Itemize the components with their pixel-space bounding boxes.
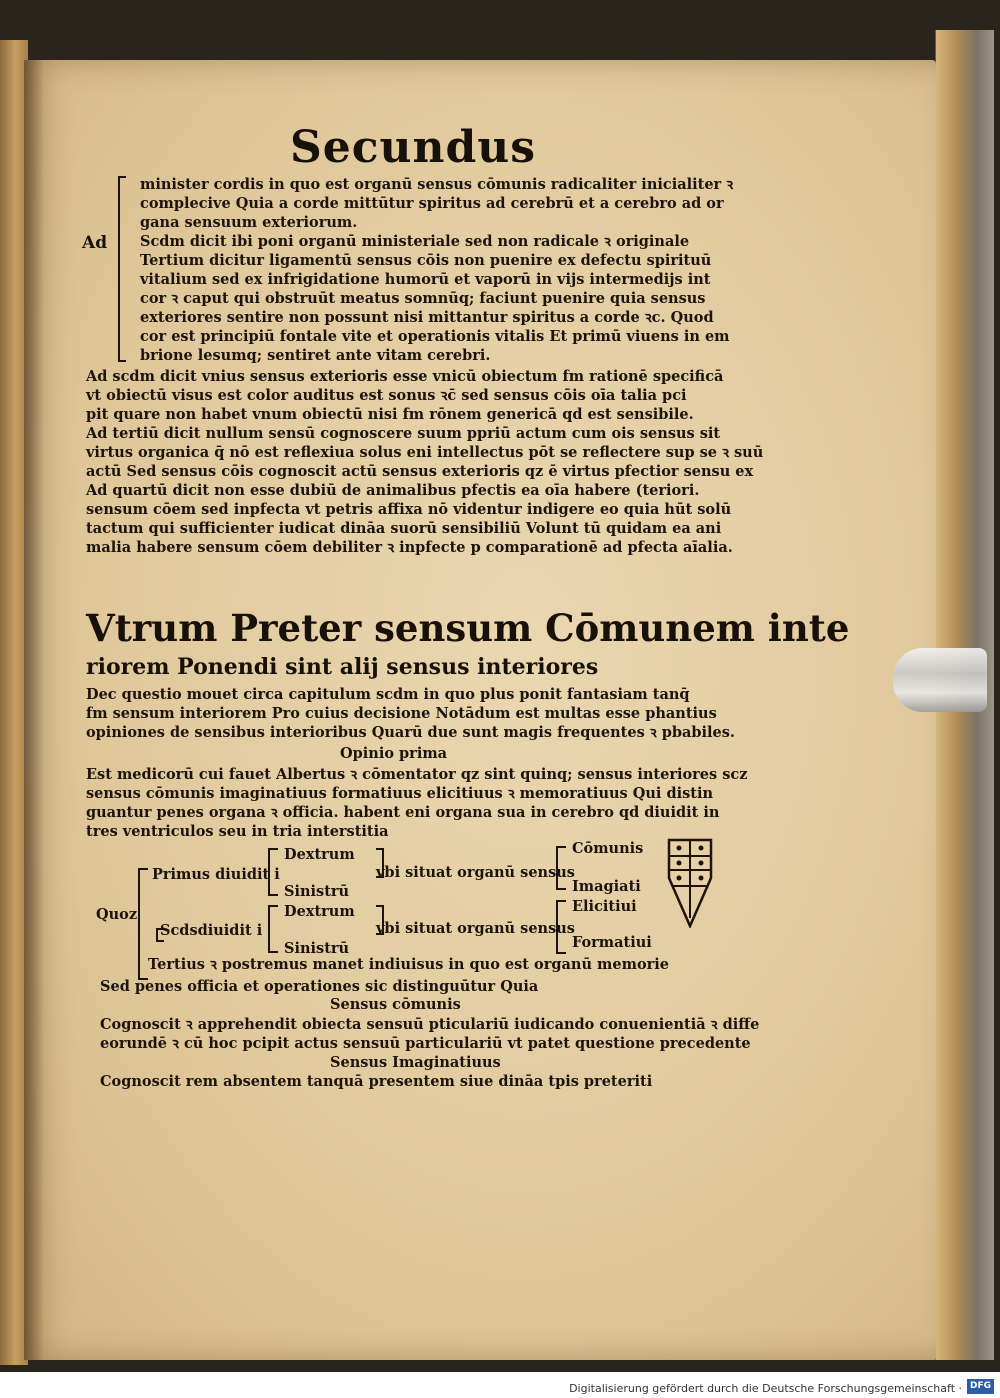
text-line: sensus cōmunis imaginatiuus formatiuus elicitiuus ꝛ memoratiuus Qui distin bbox=[86, 785, 714, 802]
text-line: Est medicorū cui fauet Albertus ꝛ cōmentator qz sint quinq; sensus interiores scz bbox=[86, 766, 748, 783]
diagram-label-comunis: Cōmunis bbox=[572, 840, 644, 857]
text-line: eorundē ꝛ cū hoc pcipit actus sensuū particulariū vt patet questione precedente bbox=[100, 1035, 751, 1052]
text-line: Tertium dicitur ligamentū sensus cōis non puenire ex defectu spirituū bbox=[140, 252, 712, 269]
brain-ventricle-diagram bbox=[667, 838, 713, 928]
text-line: Scdm dicit ibi poni organū ministeriale sed non radicale ꝛ originale bbox=[140, 233, 690, 250]
text-line: brione lesumq; sentiret ante vitam cerebri. bbox=[140, 347, 491, 364]
diagram-label-tertius: Tertius ꝛ postremus manet indiuisus in quo est organū memorie bbox=[148, 956, 669, 973]
text-line: Cognoscit rem absentem tanquā presentem siue dināa tpis preteriti bbox=[100, 1073, 653, 1090]
diagram-label-elicitiui: Elicitiui bbox=[572, 898, 637, 915]
text-line: cor est principiū fontale vite et operationis vitalis Et primū viuens in em bbox=[140, 328, 730, 345]
section-label: Sensus Imaginatiuus bbox=[330, 1054, 501, 1071]
diagram-label-vbi: vbi situat organū sensus bbox=[376, 920, 575, 937]
section-label: Opinio prima bbox=[340, 745, 448, 762]
diagram-label-sinistrum: Sinistrū bbox=[284, 883, 350, 900]
text-line: Dec questio mouet circa capitulum scdm in quo plus ponit fantasiam tanq̄ bbox=[86, 686, 690, 703]
text-line: complecive Quia a corde mittūtur spiritus ad cerebrū et a cerebro ad or bbox=[140, 195, 724, 212]
text-line: Ad scdm dicit vnius sensus exterioris esse vnicū obiectum fm rationē specificā bbox=[86, 368, 724, 385]
text-line: virtus organica q̄ nō est reflexiua solus eni intellectus pōt se reflectere sup se ꝛ suū bbox=[86, 444, 764, 461]
diagram-label-quoz: Quoz bbox=[96, 906, 138, 923]
text-line: Ad tertiū dicit nullum sensū cognoscere suum ppriū actum cum ois sensus sit bbox=[86, 425, 721, 442]
running-title: Secundus bbox=[290, 122, 537, 173]
glass-weight bbox=[893, 648, 987, 712]
question-heading: Vtrum Preter sensum Cōmunem inte bbox=[86, 606, 850, 650]
ad-marker: Ad bbox=[82, 233, 108, 253]
text-line: exteriores sentire non possunt nisi mittantur spiritus a corde ꝛc. Quod bbox=[140, 309, 714, 326]
diagram-brace-secundus bbox=[268, 905, 278, 953]
text-line: malia habere sensum cōem debiliter ꝛ inpfecte p comparationē ad pfecta aīalia. bbox=[86, 539, 733, 556]
diagram-label-secundus: Scdsdiuidit i bbox=[160, 922, 263, 939]
text-line: guantur penes organa ꝛ officia. habent eni organa sua in cerebro qd diuidit in bbox=[86, 804, 720, 821]
diagram-label-dextrum: Dextrum bbox=[284, 903, 355, 920]
text-line: actū Sed sensus cōis cognoscit actū sensus exterioris qz ē virtus pfectior sensu ex bbox=[86, 463, 754, 480]
margin-brace bbox=[118, 176, 126, 362]
diagram-label-imagiati: Imagiati bbox=[572, 878, 641, 895]
diagram-label-sinistrum: Sinistrū bbox=[284, 940, 350, 957]
diagram-label-formatiui: Formatiui bbox=[572, 934, 652, 951]
page-gutter-shadow bbox=[24, 60, 44, 1360]
text-line: gana sensuum exteriorum. bbox=[140, 214, 358, 231]
diagram-label-dextrum: Dextrum bbox=[284, 846, 355, 863]
text-line: vt obiectū visus est color auditus est sonus ꝛc̄ sed sensus cōis oīa talia pci bbox=[86, 387, 687, 404]
text-line: cor ꝛ caput qui obstruūt meatus somnūq; faciunt puenire quia sensus bbox=[140, 290, 706, 307]
section-label: Sensus cōmunis bbox=[330, 996, 461, 1013]
text-line: opiniones de sensibus interioribus Quarū due sunt magis frequentes ꝛ pbabiles. bbox=[86, 724, 735, 741]
diagram-label-vbi: vbi situat organū sensus bbox=[376, 864, 575, 881]
question-heading-continued: riorem Ponendi sint alij sensus interiores bbox=[86, 654, 599, 680]
text-line: Sed penes officia et operationes sic distinguūtur Quia bbox=[100, 978, 539, 995]
text-line: vitalium sed ex infrigidatione humorū et vaporū in vijs intermedijs int bbox=[140, 271, 711, 288]
text-line: sensum cōem sed inpfecta vt petris affixa nō videntur indigere eo quia hūt solū bbox=[86, 501, 732, 518]
text-line: minister cordis in quo est organū sensus cōmunis radicaliter inicialiter ꝛ bbox=[140, 176, 734, 193]
diagram-brace-main bbox=[138, 868, 148, 980]
text-line: pit quare non habet vnum obiectū nisi fm rōnem genericā qd est sensibile. bbox=[86, 406, 694, 423]
diagram-label-primus: Primus diuidit i bbox=[152, 866, 280, 883]
text-line: Cognoscit ꝛ apprehendit obiecta sensuū pticulariū iudicando conuenientiā ꝛ diffe bbox=[100, 1016, 760, 1033]
dfg-logo: DFG bbox=[967, 1379, 994, 1394]
text-line: Ad quartū dicit non esse dubiū de animalibus pfectis ea oīa habere (teriori. bbox=[86, 482, 700, 499]
text-line: fm sensum interiorem Pro cuius decisione Notādum est multas esse phantius bbox=[86, 705, 717, 722]
footer-credit: Digitalisierung gefördert durch die Deutsche Forschungsgemeinschaft · bbox=[569, 1382, 962, 1395]
text-line: tres ventriculos seu in tria interstitia bbox=[86, 823, 389, 840]
text-line: tactum qui sufficienter iudicat dināa suorū sensibiliū Volunt tū quidam ea ani bbox=[86, 520, 722, 537]
